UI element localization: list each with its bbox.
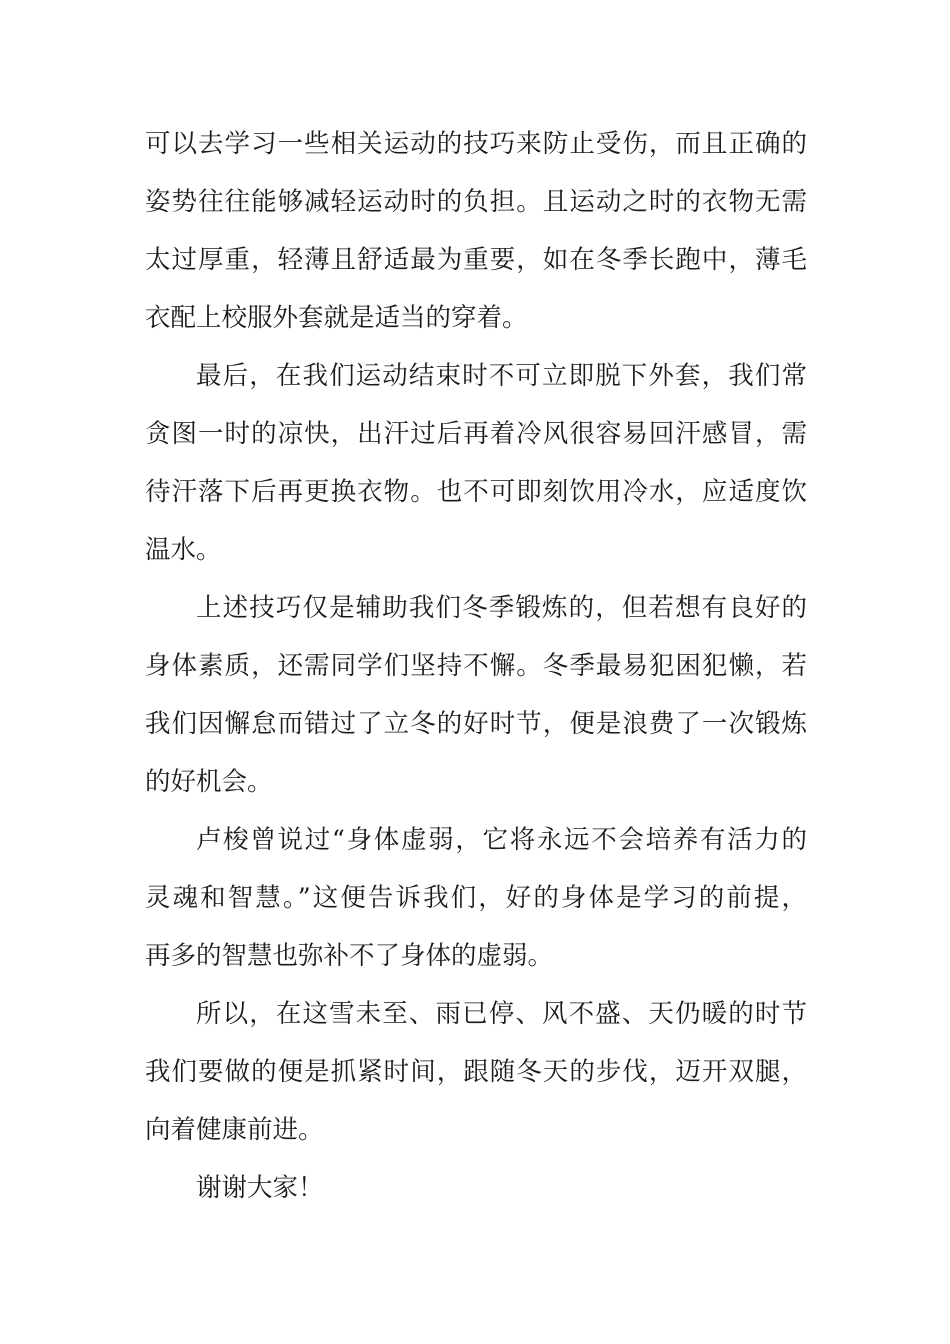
paragraph-first-line: 所以，在这雪未至、雨已停、风不盛、天仍暖的时节 — [196, 999, 807, 1029]
text-line: 太过厚重，轻薄且舒适最为重要，如在冬季长跑中，薄毛 — [145, 245, 807, 275]
document-body — [145, 115, 807, 1217]
text-line: 的好机会。 — [145, 767, 273, 797]
text-line: 温水。 — [145, 535, 222, 565]
text-line: 我们要做的便是抓紧时间，跟随冬天的步伐，迈开双腿， — [145, 1057, 807, 1087]
paragraph-first-line: 卢梭曾说过“身体虚弱，它将永远不会培养有活力的 — [196, 825, 807, 855]
closing-line: 谢谢大家！ — [196, 1173, 324, 1203]
text-line: 姿势往往能够减轻运动时的负担。且运动之时的衣物无需 — [145, 187, 807, 217]
paragraph-first-line: 最后，在我们运动结束时不可立即脱下外套，我们常 — [196, 361, 807, 391]
paragraph-first-line: 上述技巧仅是辅助我们冬季锻炼的，但若想有良好的 — [196, 593, 807, 623]
text-line: 再多的智慧也弥补不了身体的虚弱。 — [145, 941, 554, 971]
text-line: 待汗落下后再更换衣物。也不可即刻饮用冷水，应适度饮 — [145, 477, 807, 507]
text-line: 身体素质，还需同学们坚持不懈。冬季最易犯困犯懒，若 — [145, 651, 807, 681]
text-line: 可以去学习一些相关运动的技巧来防止受伤，而且正确的 — [145, 129, 807, 159]
text-line: 衣配上校服外套就是适当的穿着。 — [145, 303, 528, 333]
text-line: 向着健康前进。 — [145, 1115, 324, 1145]
text-line: 贪图一时的凉快，出汗过后再着冷风很容易回汗感冒，需 — [145, 419, 807, 449]
text-line: 我们因懈怠而错过了立冬的好时节，便是浪费了一次锻炼 — [145, 709, 807, 739]
text-line: 灵魂和智慧。”这便告诉我们，好的身体是学习的前提， — [145, 883, 807, 913]
